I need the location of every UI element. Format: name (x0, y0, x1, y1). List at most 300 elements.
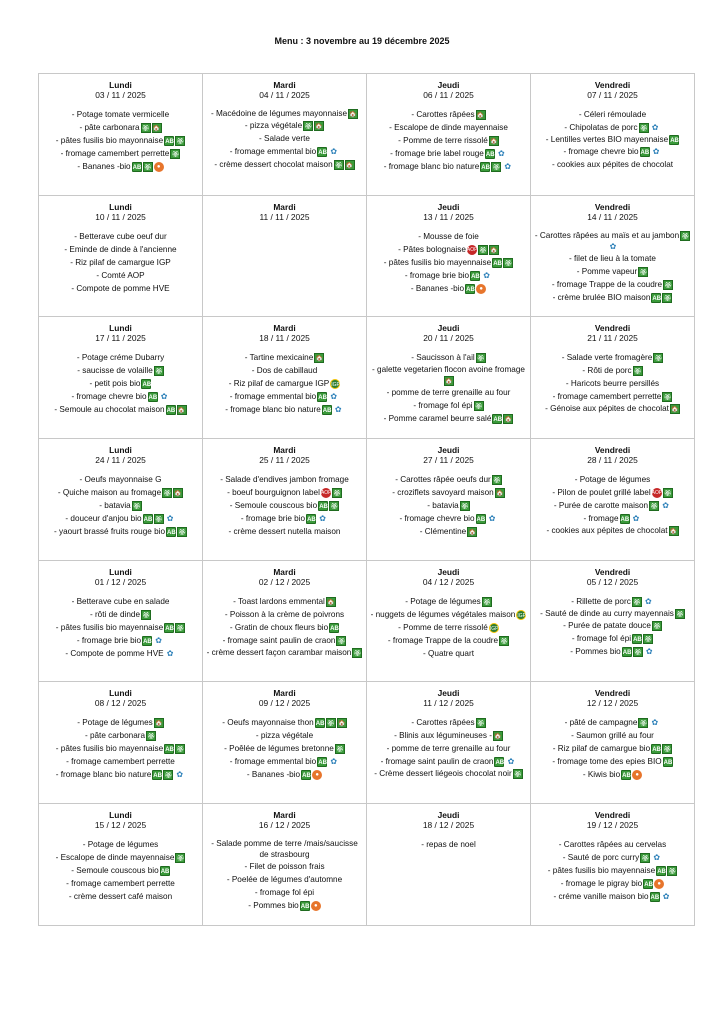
menu-item (370, 121, 527, 134)
menu-item-text: - crème dessert café maison (68, 892, 173, 902)
menu-item-text: - fromage Trappe de la coudre (551, 279, 663, 289)
label-icon: 🏵 (141, 123, 151, 133)
menu-item (534, 265, 691, 278)
menu-item-text: - crème brulée BIO maison (552, 292, 651, 302)
day-name: Lundi (109, 80, 132, 90)
menu-item-text: - galette vegetarien flocon avoine fromage (372, 365, 525, 375)
day-cell (203, 682, 367, 804)
label-icon: 🏵 (652, 621, 662, 631)
menu-item-text: - fromage fol épi (571, 633, 632, 643)
day-name: Mardi (273, 810, 296, 821)
label-icon: 🏵 (513, 769, 523, 779)
menu-item (370, 525, 527, 538)
day-cell (203, 195, 367, 317)
day-cell (531, 804, 695, 926)
menu-item-text: - Semoule couscous bio (71, 866, 159, 876)
menu-item (534, 645, 691, 658)
label-icon: 🏵 (632, 597, 642, 607)
hve-icon: ✿ (319, 513, 326, 523)
label-icon: 🏵 (667, 866, 677, 876)
homemade-icon: 🏠 (177, 405, 187, 415)
menu-item-text: - Compote de pomme HVE (65, 648, 164, 658)
organic-leaf-icon: AB (166, 527, 176, 537)
day-date: 09 / 12 / 2025 (258, 698, 311, 709)
menu-item (534, 390, 691, 403)
day-cell (531, 439, 695, 561)
menu-item (534, 619, 691, 632)
label-icon: 🏵 (474, 401, 484, 411)
menu-item-text: - fromage camembert perrette (66, 757, 175, 767)
day-cell (367, 439, 531, 561)
label-icon: 🏵 (633, 366, 643, 376)
day-date: 25 / 11 / 2025 (259, 455, 310, 466)
organic-leaf-icon: AB (142, 636, 152, 646)
menu-item (206, 742, 363, 755)
menu-item (42, 390, 199, 403)
menu-item-text: - Bananes -bio (77, 162, 131, 171)
organic-leaf-icon: AB (160, 866, 170, 876)
label-icon: 🏵 (143, 162, 153, 172)
menu-item (42, 351, 199, 364)
day-name: Jeudi (437, 445, 460, 456)
menu-item-text: - Filet de poisson frais (244, 862, 325, 872)
homemade-icon: 🏠 (489, 245, 499, 255)
menu-item (534, 890, 691, 903)
menu-item-text: - pizza végétale (255, 731, 314, 741)
menu-item (534, 121, 691, 134)
day-date: 13 / 11 / 2025 (423, 211, 474, 222)
menu-item-text: - Carottes râpées au maïs et au jambon (534, 230, 680, 240)
menu-item (370, 621, 527, 634)
menu-item (534, 351, 691, 364)
organic-leaf-icon: AB (132, 162, 142, 172)
day-cell (39, 439, 203, 561)
day-name: Lundi (109, 323, 132, 334)
menu-item (42, 160, 199, 173)
day-name: Jeudi (437, 80, 460, 90)
label-icon: 🏵 (332, 488, 342, 498)
day-date: 02 / 12 / 2025 (258, 576, 311, 587)
menu-item (42, 595, 199, 608)
menu-item (370, 412, 527, 425)
menu-item-text: - Céleri rémoulade (578, 110, 647, 119)
menu-item-text: - Sauté de porc curry (562, 853, 640, 863)
menu-item-text: - filet de lieu à la tomate (569, 253, 656, 263)
menu-item-text: - batavia (99, 501, 131, 511)
menu-item (534, 864, 691, 877)
menu-item (42, 512, 199, 525)
menu-item-text: - pâte carbonara (79, 123, 140, 132)
organic-leaf-icon: AB (485, 149, 495, 159)
day-cell (367, 560, 531, 682)
day-cell (367, 317, 531, 439)
menu-item-text: - Saumon grillé au four (571, 731, 654, 741)
menu-item-text: - fromage saint paulin de craon (222, 635, 336, 645)
label-icon: 🏵 (132, 501, 142, 511)
menu-item (370, 364, 527, 386)
homemade-icon: 🏠 (669, 526, 679, 536)
menu-item-text: - fromage emmental bio (229, 757, 317, 767)
menu-item-text: - fromage fol épi (254, 888, 315, 898)
menu-item-text: - Salade verte (259, 134, 310, 143)
menu-item-text: - fromage camembert perrette (552, 392, 662, 402)
menu-item-text: - Clémentine (419, 527, 467, 537)
organic-leaf-icon: AB (492, 258, 502, 268)
hve-icon: ✿ (483, 270, 490, 280)
menu-item (42, 499, 199, 512)
hve-icon: ✿ (652, 146, 660, 156)
menu-item-text: - fromage le pigray bio (560, 879, 643, 889)
hve-icon: ✿ (504, 161, 512, 171)
day-name: Lundi (109, 201, 132, 212)
menu-item (42, 377, 199, 390)
menu-item-text: - boeuf bourguignon label (227, 488, 320, 498)
menu-item (370, 386, 527, 399)
day-cell (203, 317, 367, 439)
menu-item (42, 525, 199, 538)
organic-leaf-icon: AB (317, 147, 327, 157)
menu-item-text: - fromage fol épi (413, 401, 473, 411)
day-date: 11 / 11 / 2025 (259, 211, 310, 222)
week-row (39, 682, 695, 804)
homemade-icon: 🏠 (467, 527, 477, 537)
hve-icon: ✿ (330, 146, 338, 156)
menu-item (370, 134, 527, 147)
menu-item-text: - Pomme caramel beurre salé (383, 414, 492, 424)
day-name: Vendredi (594, 323, 631, 334)
menu-item (42, 608, 199, 621)
week-row (39, 439, 695, 561)
label-icon: 🏵 (662, 392, 672, 402)
hve-icon: ✿ (160, 392, 168, 402)
menu-item (206, 390, 363, 403)
menu-item (370, 595, 527, 608)
homemade-icon: 🏠 (326, 597, 336, 607)
week-row (39, 195, 695, 317)
menu-item-text: - créme vanille maison bio (553, 892, 649, 902)
page-title: Menu : 3 novembre au 19 décembre 2025 (274, 36, 450, 46)
menu-item-text: - Bananes -bio (246, 770, 301, 780)
menu-item-text: - Poisson à la crème de poivrons (224, 609, 345, 619)
menu-item (370, 755, 527, 768)
menu-item-text: - Riz pilaf de camargue IGP (228, 379, 330, 389)
menu-item (534, 134, 691, 145)
menu-item-text: - pâtes fusilis bio mayennaise (383, 257, 492, 267)
menu-item (370, 729, 527, 742)
day-cell (39, 804, 203, 926)
menu-item-text: - pomme de terre grenaille au four (386, 744, 511, 754)
menu-item-text: - fromage chevre bio (399, 514, 475, 524)
menu-item-text: - Betterave cube oeuf dur (74, 231, 167, 241)
organic-leaf-icon: AB (669, 135, 679, 145)
menu-item (206, 351, 363, 364)
day-cell (203, 560, 367, 682)
organic-leaf-icon: AB (317, 757, 327, 767)
menu-item (370, 473, 527, 486)
menu-item (370, 647, 527, 660)
day-date: 06 / 11 / 2025 (423, 90, 474, 100)
menu-item-text: - Pomme de terre rissolé (398, 136, 488, 145)
menu-item (534, 632, 691, 645)
menu-item (206, 860, 363, 873)
menu-item (206, 403, 363, 416)
homemade-icon: 🏠 (348, 109, 358, 119)
menu-item-text: - fromage blanc bio nature (225, 405, 321, 415)
menu-item-text: - Rôti de porc (582, 366, 632, 376)
menu-item-text: - Oeufs mayonnaise thon (222, 718, 314, 728)
menu-item (42, 108, 199, 121)
menu-item-text: - fromage blanc bio nature (383, 162, 480, 171)
day-cell (39, 74, 203, 196)
menu-item-text: - Semoule couscous bio (229, 501, 318, 511)
day-name: Lundi (109, 688, 132, 699)
label-icon: 🏵 (662, 744, 672, 754)
day-name: Lundi (109, 566, 132, 577)
menu-item-text: - fromage blanc bio nature (55, 770, 152, 780)
menu-item-text: - Purée de patate douce (563, 620, 651, 630)
label-icon: 🏵 (146, 731, 156, 741)
day-date: 27 / 11 / 2025 (423, 455, 474, 466)
label-icon: 🏵 (476, 718, 486, 728)
menu-item-text: - Rillette de porc (571, 596, 631, 606)
label-icon: 🏵 (175, 623, 185, 633)
day-cell (39, 195, 203, 317)
menu-item (534, 145, 691, 158)
menu-item-text: - fromage brie bio (404, 270, 470, 280)
menu-item (42, 729, 199, 742)
menu-item (534, 473, 691, 486)
fruit-icon: ● (632, 770, 642, 780)
day-name: Vendredi (594, 810, 631, 821)
menu-item (206, 755, 363, 768)
menu-item (206, 145, 363, 158)
label-icon: 🏵 (154, 366, 164, 376)
label-icon: 🏵 (638, 267, 648, 277)
menu-item (534, 742, 691, 755)
day-name: Vendredi (594, 80, 631, 90)
menu-item-text: - Potage de légumes (405, 596, 481, 606)
menu-item (370, 716, 527, 729)
organic-leaf-icon: AB (317, 392, 327, 402)
label-icon: 🏵 (492, 475, 502, 485)
organic-leaf-icon: AB (301, 770, 311, 780)
menu-item (534, 729, 691, 742)
menu-item (534, 377, 691, 390)
menu-item-text: - Salade pomme de terre /mais/saucisse de strasbourg (211, 839, 358, 860)
label-icon: 🏵 (175, 853, 185, 863)
day-name: Mardi (273, 445, 296, 456)
day-date: 07 / 11 / 2025 (587, 90, 638, 100)
label-icon: 🏵 (491, 162, 501, 172)
organic-leaf-icon: AB (465, 284, 475, 294)
homemade-icon: 🏠 (154, 718, 164, 728)
homemade-icon: 🏠 (493, 731, 503, 741)
day-date: 03 / 11 / 2025 (95, 90, 146, 100)
menu-item-text: - cookies aux pépites de chocolat (546, 526, 668, 536)
day-cell (531, 560, 695, 682)
organic-leaf-icon: AB (322, 405, 332, 415)
menu-item (42, 768, 199, 781)
label-icon: 🏵 (663, 280, 673, 290)
menu-item-text: - nuggets de légumes végétales maison (370, 609, 516, 619)
day-date: 12 / 12 / 2025 (586, 698, 639, 709)
label-icon: 🏵 (162, 488, 172, 498)
menu-item (42, 716, 199, 729)
organic-leaf-icon: AB (164, 744, 174, 754)
menu-item (42, 877, 199, 890)
menu-item-text: - Haricots beurre persillés (565, 379, 660, 389)
menu-item (370, 230, 527, 243)
menu-item-text: - fromage camembert perrette (66, 879, 175, 889)
week-row (39, 560, 695, 682)
menu-item-text: - fromage emmental bio (229, 147, 317, 156)
menu-item-text: - pâtes fusilis bio mayennaise (55, 622, 164, 632)
menu-item-text: - Oeufs mayonnaise G (79, 475, 162, 485)
menu-item (370, 108, 527, 121)
menu-item (42, 134, 199, 147)
menu-item (42, 634, 199, 647)
organic-leaf-icon: AB (480, 162, 490, 172)
menu-item-text: - pâte carbonara (84, 731, 146, 741)
organic-leaf-icon: AB (315, 718, 325, 728)
menu-item (42, 147, 199, 160)
day-date: 19 / 12 / 2025 (586, 820, 639, 831)
day-date: 14 / 11 / 2025 (587, 211, 638, 222)
menu-item-text: - Purée de carotte maison (553, 501, 649, 511)
organic-leaf-icon: AB (643, 879, 653, 889)
label-icon: 🏵 (675, 609, 685, 619)
menu-item-text: - douceur d'anjou bio (65, 514, 142, 524)
menu-item-text: - Chipolatas de porc (564, 123, 638, 132)
menu-item (206, 473, 363, 486)
menu-item (370, 160, 527, 173)
menu-item-text: - fromage chevre bio (563, 147, 639, 156)
day-date: 11 / 12 / 2025 (423, 698, 474, 709)
menu-item (370, 243, 527, 256)
label-icon: 🏵 (460, 501, 470, 511)
menu-item-text: - fromage brie label rouge (390, 149, 484, 158)
menu-item-text: - petit pois bio (89, 379, 141, 389)
menu-item (534, 364, 691, 377)
organic-leaf-icon: AB (141, 379, 151, 389)
hve-icon: ✿ (330, 757, 338, 767)
menu-item-text: - Riz pilaf de camargue IGP (70, 257, 171, 267)
label-icon: 🏵 (170, 149, 180, 159)
menu-item-text: - fromage brie bio (240, 514, 306, 524)
menu-item-text: - repas de noel (421, 840, 476, 850)
menu-item (206, 899, 363, 912)
menu-item (42, 486, 199, 499)
menu-item (206, 608, 363, 621)
aop-icon: AOP (466, 246, 478, 253)
organic-leaf-icon: AB (640, 147, 650, 157)
day-cell (531, 317, 695, 439)
day-name: Mardi (273, 80, 296, 90)
hve-icon: ✿ (166, 513, 174, 523)
menu-item-text: - Saucisson à l'ail (411, 353, 475, 363)
organic-leaf-icon: AB (651, 293, 661, 303)
label-icon: 🏵 (662, 293, 672, 303)
menu-item-text: - pâté de campagne (564, 718, 638, 728)
hve-icon: ✿ (662, 891, 670, 901)
menu-item-text: - Pommes bio (570, 646, 621, 656)
menu-item (42, 230, 199, 243)
menu-item-text: - Escalope de dinde mayennaise (389, 123, 508, 132)
hve-icon: ✿ (651, 122, 659, 132)
menu-item-text: - crème dessert chocolat maison (214, 160, 333, 169)
menu-item-text: - fromage chevre bio (71, 392, 147, 402)
menu-item-text: - fromage Trappe de la coudre (387, 635, 499, 645)
day-name: Vendredi (594, 566, 631, 577)
menu-item-text: - Carottes râpées au cervelas (558, 840, 667, 850)
label-icon: 🏵 (334, 160, 344, 170)
menu-item (42, 256, 199, 269)
hve-icon: ✿ (653, 852, 661, 862)
menu-item (206, 108, 363, 119)
menu-item (206, 768, 363, 781)
organic-leaf-icon: AB (143, 514, 153, 524)
day-name: Jeudi (437, 201, 460, 212)
menu-item-text: - Pâtes bolognaise (398, 244, 466, 254)
day-name: Mardi (273, 566, 296, 577)
menu-item (206, 621, 363, 634)
menu-item-text: - Riz pilaf de camargue bio (552, 744, 651, 754)
hve-icon: ✿ (651, 718, 659, 728)
hve-icon: ✿ (488, 513, 496, 523)
homemade-icon: 🏠 (337, 718, 347, 728)
menu-item-text: - Pilon de poulet grillé label (552, 488, 651, 498)
day-cell (367, 682, 531, 804)
day-date: 21 / 11 / 2025 (587, 333, 638, 344)
hve-icon: ✿ (330, 392, 338, 402)
menu-item-text: - Lentilles vertes BIO mayennaise (545, 135, 669, 144)
label-icon: 🏵 (638, 718, 648, 728)
menu-item (534, 158, 691, 171)
menu-item (42, 742, 199, 755)
menu-item (206, 716, 363, 729)
menu-item (42, 755, 199, 768)
organic-leaf-icon: AB (166, 405, 176, 415)
menu-item (534, 512, 691, 525)
menu-item-text: - Escalope de dinde mayennaise (55, 853, 175, 863)
menu-item-text: - fromage tome des epies BIO (552, 757, 662, 767)
menu-item-text: - Potage de légumes (574, 475, 651, 485)
organic-leaf-icon: AB (632, 634, 642, 644)
homemade-icon: 🏠 (670, 404, 680, 414)
menu-item-text: - Tartine mexicaine (244, 353, 314, 363)
menu-item-text: - Compote de pomme HVE (71, 283, 170, 293)
menu-item (370, 256, 527, 269)
menu-item-text: - Carottes râpée oeufs dur (395, 475, 491, 485)
menu-item-text: - Blinis aux légumineuses - (394, 731, 492, 741)
menu-item-text: - Poêlée de légumes bretonne (224, 744, 334, 754)
menu-item-text: - Macédoine de légumes mayonnaise (210, 109, 348, 118)
menu-item (534, 716, 691, 729)
label-icon: 🏵 (633, 647, 643, 657)
homemade-icon: 🏠 (503, 414, 513, 424)
menu-item (206, 364, 363, 377)
menu-item-text: - yaourt brassé fruits rouge bio (53, 527, 166, 537)
menu-item-text: - fromage saint paulin de craon (380, 757, 494, 767)
day-cell (39, 317, 203, 439)
menu-item (206, 119, 363, 132)
menu-item (206, 377, 363, 390)
day-date: 01 / 12 / 2025 (94, 576, 147, 587)
menu-item-text: - fromage camembert perrette (60, 149, 170, 158)
fruit-icon: ● (312, 770, 322, 780)
label-icon: 🏵 (175, 136, 185, 146)
menu-item-text: - croziflets savoyard maison (392, 488, 494, 498)
